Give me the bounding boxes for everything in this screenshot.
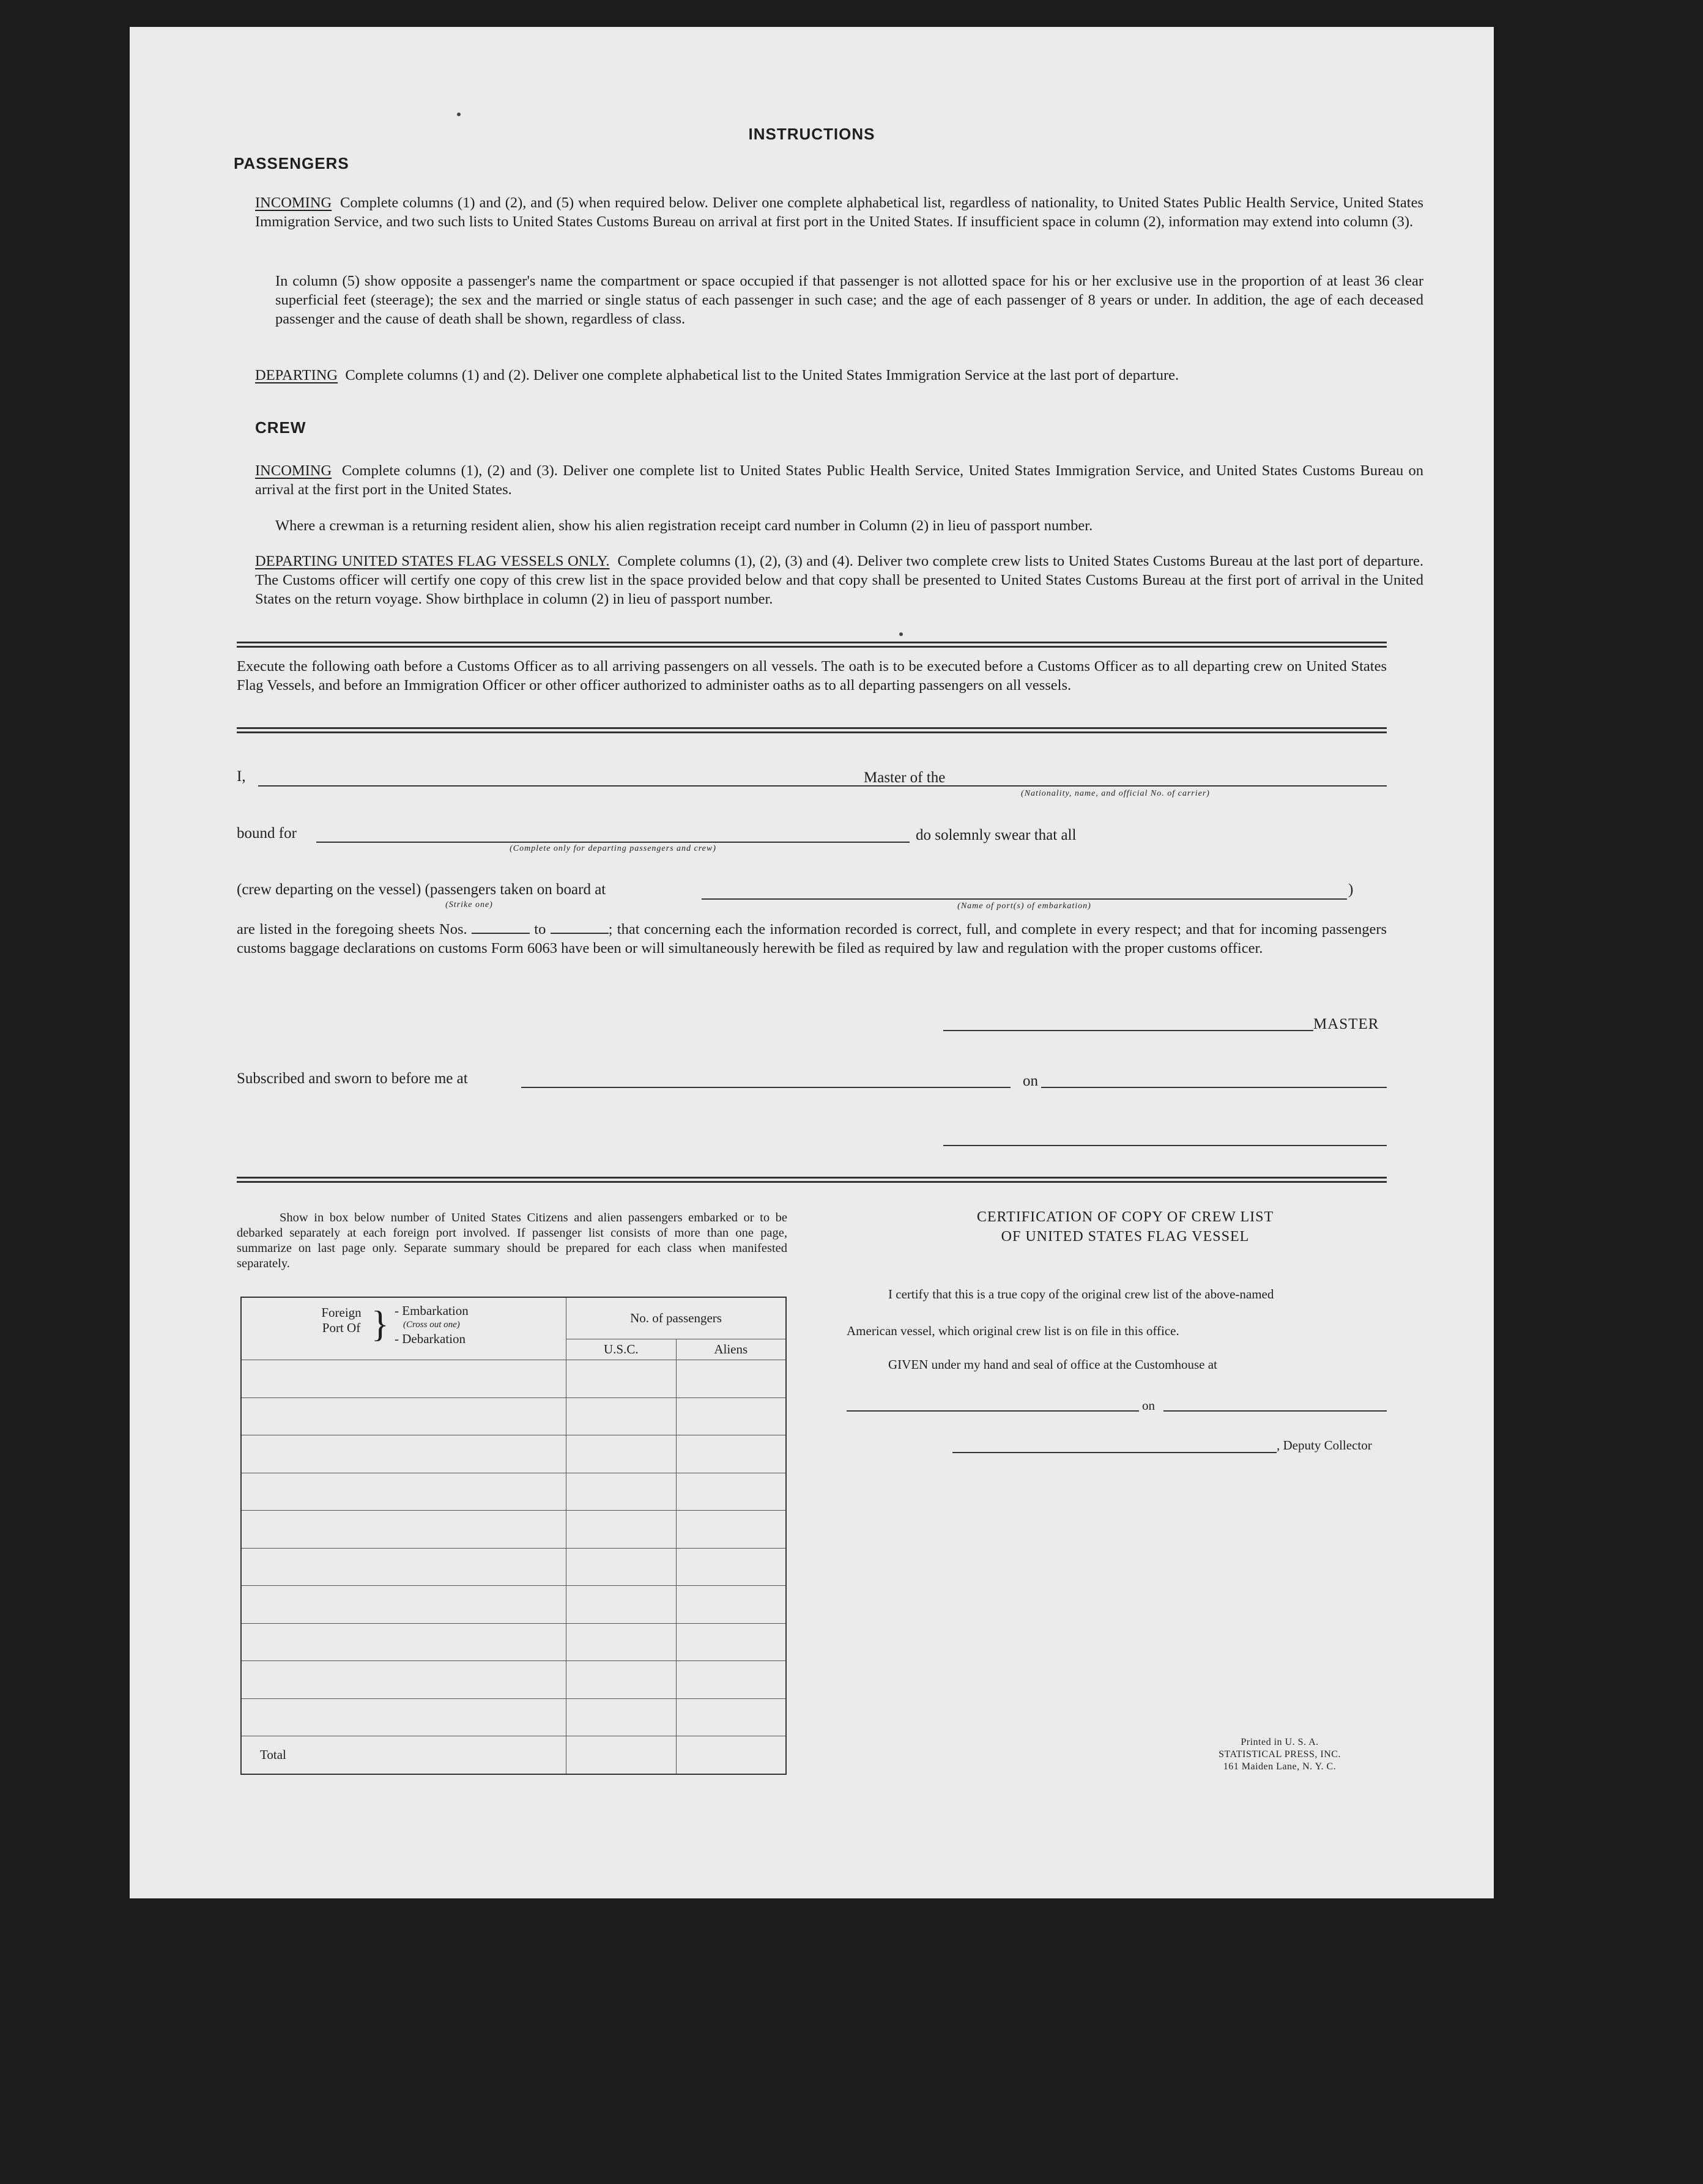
table-row	[241, 1473, 786, 1511]
oath-i-label: I,	[237, 768, 246, 785]
summary-instructions: Show in box below number of United States Citizens and alien passengers embarked or to be debarked separately at each foreign port involved. If passenger list consists of more than one page, summarize on last page only. Separate summary should be prepared for each class when manifested separately.	[237, 1211, 787, 1270]
table-row	[241, 1397, 786, 1435]
aliens-cell[interactable]	[676, 1661, 786, 1699]
passengers-departing-section	[255, 366, 1423, 385]
section-divider	[237, 727, 1387, 733]
table-row	[241, 1698, 786, 1736]
usc-cell[interactable]	[566, 1586, 676, 1624]
strike-one-caption: (Strike one)	[445, 900, 493, 909]
table-row	[241, 1623, 786, 1661]
passengers-incoming-section	[255, 193, 1423, 231]
deputy-collector-label: , Deputy Collector	[1277, 1438, 1372, 1453]
brace-icon: }	[371, 1304, 389, 1344]
embark-debark-options	[395, 1304, 469, 1346]
bound-for-field[interactable]	[316, 842, 910, 843]
usc-cell[interactable]	[566, 1473, 676, 1511]
master-name-field[interactable]	[258, 785, 861, 787]
table-row	[241, 1548, 786, 1586]
aliens-cell[interactable]	[676, 1623, 786, 1661]
sheet-from-field[interactable]	[472, 933, 530, 934]
total-row	[241, 1736, 786, 1774]
passengers-column5-text: In column (5) show opposite a passenger's name the compartment or space occupied if that passenger is not allotted space for his or her exclusive use in the proportion of at least 36 clear superficial feet (steerage); the sex and the married or single status of each passenger in such case; and the age of each passenger of 8 years or under. In addition, the age of each deceased passenger and the cause of death shall be shown, regardless of class.	[275, 273, 1423, 327]
customhouse-field[interactable]	[847, 1410, 1139, 1412]
certification-text-1: I certify that this is a true copy of the original crew list of the above-named	[888, 1287, 1274, 1301]
aliens-cell[interactable]	[676, 1473, 786, 1511]
sworn-date-field[interactable]	[1041, 1087, 1387, 1088]
port-cell[interactable]	[241, 1698, 566, 1736]
port-cell[interactable]	[241, 1473, 566, 1511]
debarkation-option[interactable]: - Debarkation	[395, 1331, 466, 1346]
certification-text-2: American vessel, which original crew list is on file in this office.	[847, 1323, 1179, 1338]
aliens-cell[interactable]	[676, 1360, 786, 1398]
port-cell[interactable]	[241, 1586, 566, 1624]
crew-returning-alien-text: Where a crewman is a returning resident alien, show his alien registration receipt card number in Column (2) in lieu of passport number.	[275, 517, 1093, 534]
sheets-statement	[237, 920, 1387, 958]
foreign-port-label: Foreign Port Of	[321, 1305, 362, 1335]
usc-cell[interactable]	[566, 1360, 676, 1398]
passenger-summary-table	[240, 1297, 787, 1775]
crew-incoming-label: INCOMING	[255, 462, 332, 479]
port-cell[interactable]	[241, 1360, 566, 1398]
usc-cell[interactable]	[566, 1623, 676, 1661]
usc-cell[interactable]	[566, 1511, 676, 1549]
sheets-suffix: ; that concerning each the information recorded is correct, full, and complete in every respect; and that for incoming passengers customs baggage declarations on customs Form 6063 have been or will simultaneously herewith be filed as required by law and regulation with the proper customs officer.	[237, 921, 1387, 957]
table-row	[241, 1511, 786, 1549]
certification-title-line-2: OF UNITED STATES FLAG VESSEL	[1001, 1229, 1250, 1245]
crew-departing-text: Complete columns (1), (2), (3) and (4). Deliver two complete crew lists to United States Customs Bureau at the last port of departure. The Customs officer will certify one copy of this crew list in the space provided below and that copy shall be presented to United States Customs Bureau at the first port of arrival in the United States on the return voyage. Show birthplace in column (2) in lieu of passport number.	[255, 553, 1423, 607]
usc-cell[interactable]	[566, 1698, 676, 1736]
given-text: GIVEN under my hand and seal of office at the Customhouse at	[888, 1357, 1217, 1372]
usc-cell[interactable]	[566, 1661, 676, 1699]
aliens-cell[interactable]	[676, 1586, 786, 1624]
ports-caption: (Name of port(s) of embarkation)	[957, 901, 1091, 911]
bound-for-label: bound for	[237, 825, 297, 842]
passengers-departing-text: Complete columns (1) and (2). Deliver one complete alphabetical list to the United States Immigration Service at the last port of departure.	[345, 367, 1179, 383]
table-row	[241, 1661, 786, 1699]
master-signature-label: MASTER	[1313, 1016, 1379, 1032]
master-of-the-label: Master of the	[864, 769, 946, 786]
sheet-to-field[interactable]	[551, 933, 609, 934]
port-cell[interactable]	[241, 1435, 566, 1473]
total-aliens-cell[interactable]	[676, 1736, 786, 1774]
master-signature-field[interactable]	[943, 1030, 1313, 1031]
carrier-field[interactable]	[844, 785, 1387, 787]
total-label: Total	[241, 1736, 566, 1774]
deputy-collector-signature-field[interactable]	[952, 1452, 1277, 1453]
sworn-place-field[interactable]	[521, 1087, 1011, 1088]
table-row	[241, 1435, 786, 1473]
passengers-incoming-text: Complete columns (1) and (2), and (5) when required below. Deliver one complete alphabetical list, regardless of nationality, to United States Public Health Service, United States Immigration Service, and two such lists to United States Customs Bureau on arrival at first port in the United States. If insufficient space in column (2), information may extend into column (3).	[255, 194, 1423, 230]
aliens-cell[interactable]	[676, 1698, 786, 1736]
officer-signature-field[interactable]	[943, 1145, 1387, 1146]
cross-out-note: (Cross out one)	[403, 1320, 460, 1330]
section-divider	[237, 642, 1387, 648]
foreign-port-header	[241, 1297, 566, 1360]
crew-departing-label: DEPARTING UNITED STATES FLAG VESSELS ONLY.	[255, 553, 610, 569]
certification-on-label: on	[1142, 1398, 1155, 1413]
printer-imprint	[1176, 1736, 1384, 1773]
port-cell[interactable]	[241, 1548, 566, 1586]
usc-cell[interactable]	[566, 1397, 676, 1435]
scan-speck	[457, 113, 461, 116]
aliens-header: Aliens	[676, 1339, 786, 1360]
crew-incoming-section	[255, 461, 1423, 499]
aliens-cell[interactable]	[676, 1435, 786, 1473]
embarkation-option[interactable]: - Embarkation	[395, 1303, 469, 1318]
crew-departing-section	[255, 552, 1423, 609]
aliens-cell[interactable]	[676, 1548, 786, 1586]
printer-line-2: STATISTICAL PRESS, INC.	[1219, 1749, 1341, 1760]
scan-speck	[899, 632, 903, 636]
sheets-to-label: to	[534, 921, 546, 938]
certification-title-line-1: CERTIFICATION OF COPY OF CREW LIST	[976, 1209, 1274, 1225]
port-cell[interactable]	[241, 1623, 566, 1661]
crew-departing-oath-text: (crew departing on the vessel) (passengers taken on board at	[237, 881, 606, 898]
printer-line-1: Printed in U. S. A.	[1241, 1737, 1319, 1747]
crew-heading: CREW	[255, 418, 306, 437]
no-of-passengers-header: No. of passengers	[566, 1297, 786, 1339]
swear-text: do solemnly swear that all	[916, 827, 1077, 843]
usc-cell[interactable]	[566, 1548, 676, 1586]
passengers-heading: PASSENGERS	[234, 154, 349, 172]
bound-for-caption: (Complete only for departing passengers and crew)	[510, 844, 716, 853]
table-row	[241, 1360, 786, 1398]
certification-date-field[interactable]	[1163, 1410, 1387, 1412]
sheets-prefix: are listed in the foregoing sheets Nos.	[237, 921, 467, 938]
certification-title	[864, 1207, 1387, 1246]
carrier-caption: (Nationality, name, and official No. of carrier)	[1021, 789, 1210, 798]
total-usc-cell[interactable]	[566, 1736, 676, 1774]
port-cell[interactable]	[241, 1511, 566, 1549]
crew-incoming-text: Complete columns (1), (2) and (3). Deliver one complete list to United States Public Health Service, United States Immigration Service, and United States Customs Bureau on arrival at the first port in the United States.	[255, 462, 1423, 498]
embarkation-ports-field[interactable]	[702, 898, 1347, 900]
aliens-cell[interactable]	[676, 1511, 786, 1549]
port-cell[interactable]	[241, 1661, 566, 1699]
aliens-cell[interactable]	[676, 1397, 786, 1435]
subscribed-label: Subscribed and sworn to before me at	[237, 1070, 468, 1087]
passengers-incoming-label: INCOMING	[255, 194, 332, 211]
passengers-departing-label: DEPARTING	[255, 367, 338, 383]
usc-cell[interactable]	[566, 1435, 676, 1473]
port-cell[interactable]	[241, 1397, 566, 1435]
section-divider	[237, 1177, 1387, 1183]
table-row	[241, 1586, 786, 1624]
sworn-on-label: on	[1023, 1073, 1038, 1089]
page-title: INSTRUCTIONS	[748, 125, 875, 143]
usc-header: U.S.C.	[566, 1339, 676, 1360]
close-paren: )	[1348, 881, 1354, 898]
printer-line-3: 161 Maiden Lane, N. Y. C.	[1223, 1761, 1337, 1772]
oath-instructions: Execute the following oath before a Customs Officer as to all arriving passengers on all vessels. The oath is to be executed before a Customs Officer as to all departing crew on United States Flag Vessels, and before an Immigration Officer or other officer authorized to administer oaths as to all departing passengers on all vessels.	[237, 658, 1387, 694]
